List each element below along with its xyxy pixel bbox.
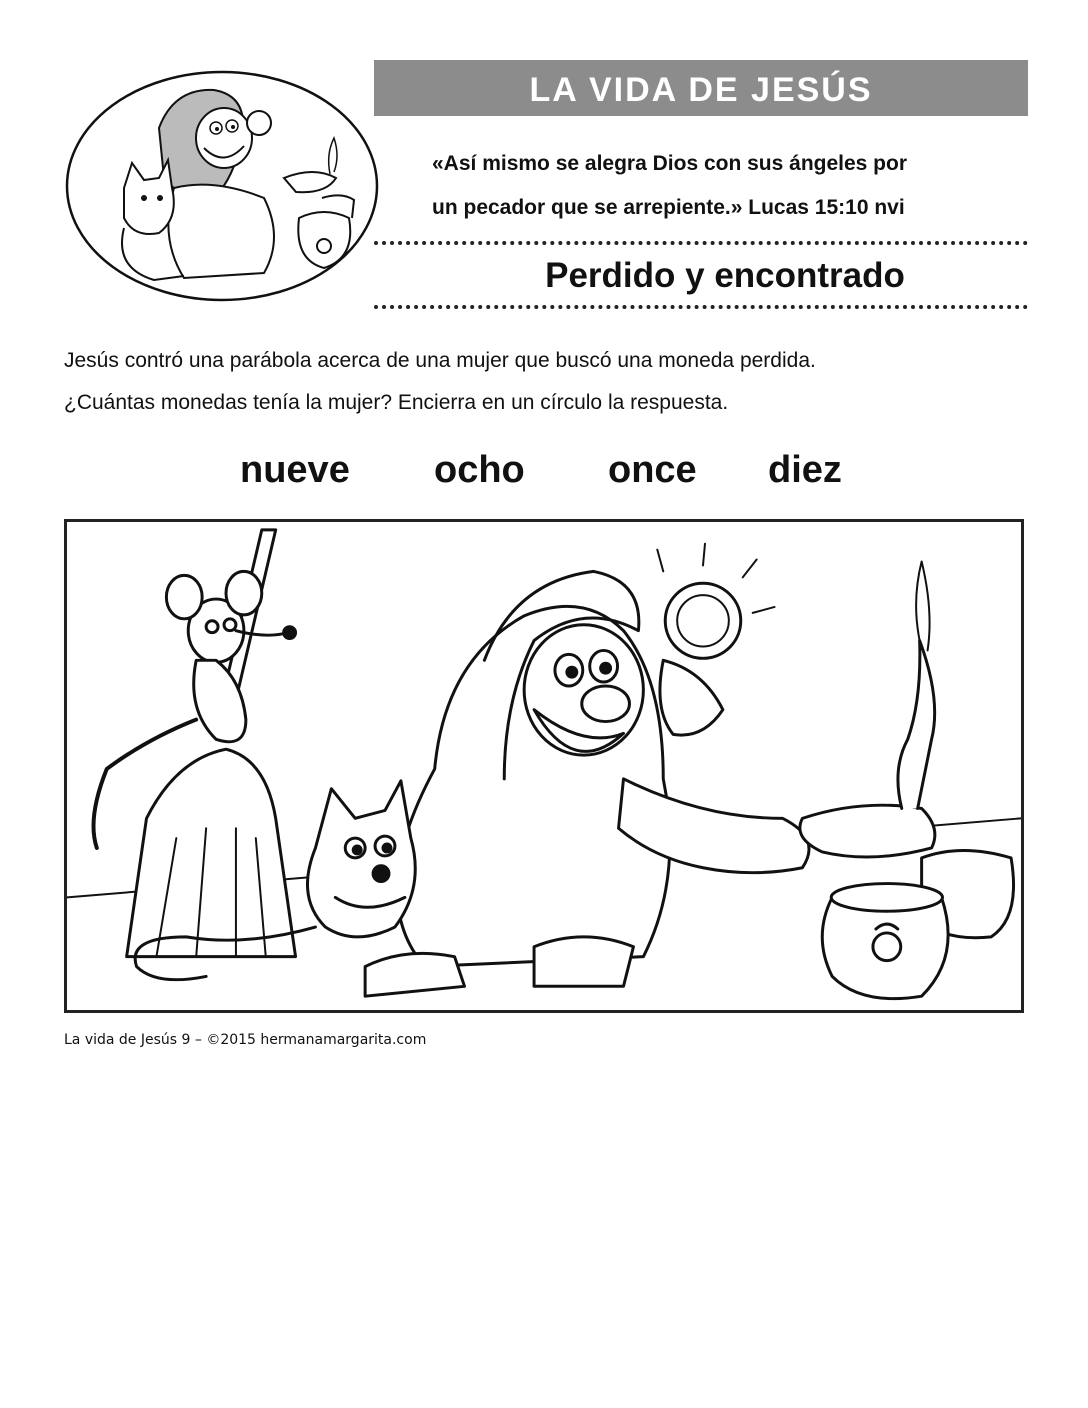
instruction-line-1: Jesús contró una parábola acerca de una mujer que buscó una moneda perdida. xyxy=(64,349,816,372)
dotted-divider-bottom xyxy=(374,305,1028,309)
header-bar xyxy=(374,60,1028,116)
option-ocho[interactable]: ocho xyxy=(434,449,525,491)
option-nueve[interactable]: nueve xyxy=(240,449,350,491)
answer-options xyxy=(180,440,920,500)
verse-line-2: un pecador que se arrepiente.» Lucas 15:10 nvi xyxy=(432,196,905,219)
instruction-line-2: ¿Cuántas monedas tenía la mujer? Encierra en un círculo la respuesta. xyxy=(64,391,729,414)
page-title: LA VIDA DE JESÚS xyxy=(529,71,873,109)
option-once[interactable]: once xyxy=(608,449,697,491)
lesson-title: Perdido y encontrado xyxy=(545,256,905,295)
option-diez[interactable]: diez xyxy=(768,449,842,491)
bible-verse xyxy=(432,142,1022,230)
dotted-divider-top xyxy=(374,241,1028,245)
instructions xyxy=(64,340,1024,424)
footer-credit: La vida de Jesús 9 – ©2015 hermanamargarita.com xyxy=(64,1032,427,1048)
woman-with-coin-and-cat-icon xyxy=(64,68,380,304)
woman-finding-coin-scene-icon xyxy=(67,522,1021,1010)
coloring-picture-frame xyxy=(64,519,1024,1013)
verse-line-1: «Así mismo se alegra Dios con sus ángeles por xyxy=(432,152,908,175)
